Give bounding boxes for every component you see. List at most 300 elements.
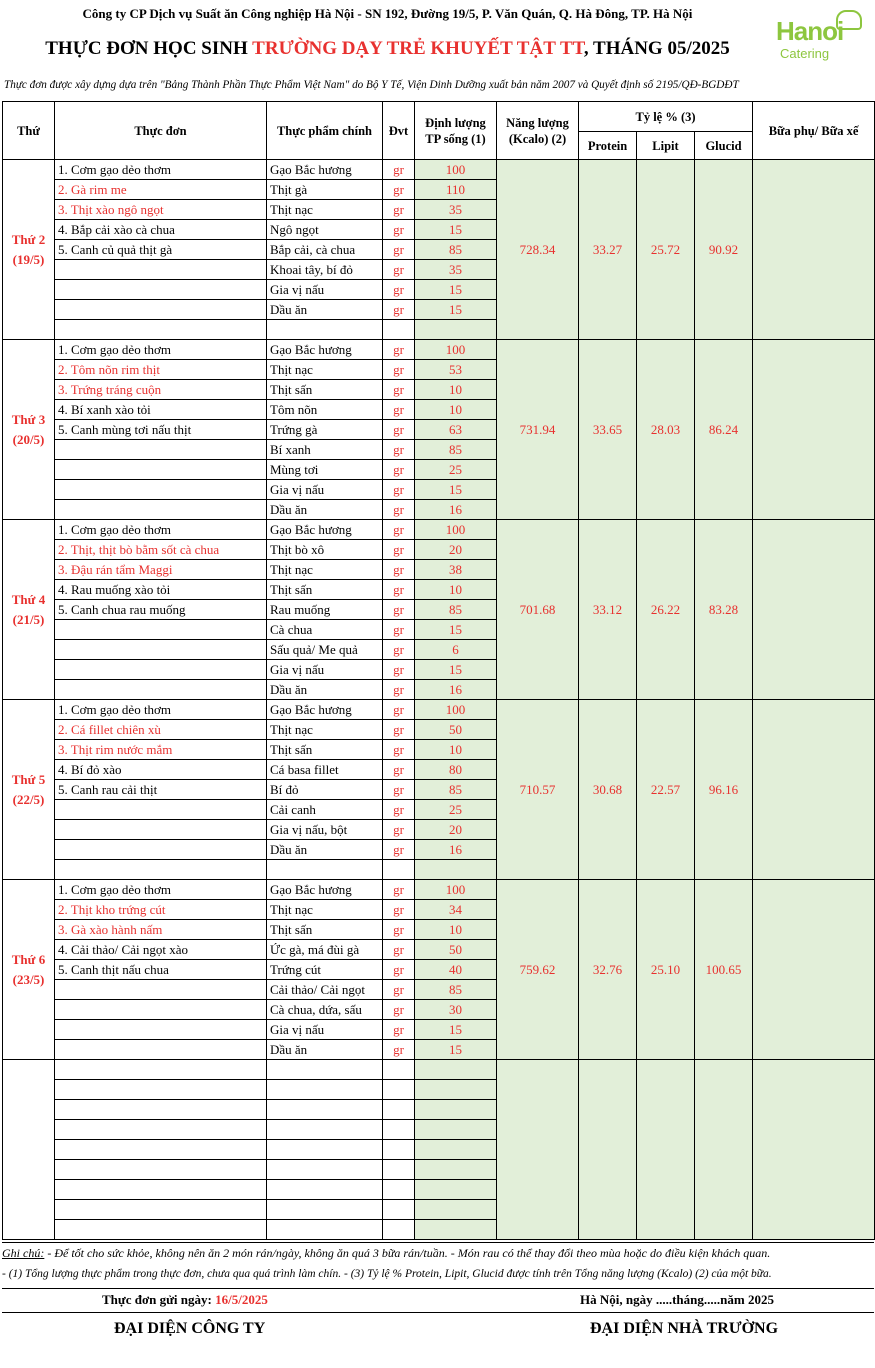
lipit-cell: 25.10 (637, 880, 695, 1060)
dish-cell: 5. Canh chua rau muống (55, 600, 267, 620)
qty-cell: 16 (415, 680, 497, 700)
dish-cell: 2. Gà rim me (55, 180, 267, 200)
food-cell: Dầu ăn (267, 840, 383, 860)
energy-cell: 759.62 (497, 880, 579, 1060)
empty-cell (415, 1220, 497, 1240)
empty-cell (267, 1220, 383, 1240)
snack-cell (753, 340, 875, 520)
qty-cell: 10 (415, 580, 497, 600)
title-school: TRƯỜNG DẠY TRẺ KHUYẾT TẬT TT (252, 38, 584, 59)
dish-cell (55, 980, 267, 1000)
dish-cell: 1. Cơm gạo dẻo thơm (55, 340, 267, 360)
qty-cell: 85 (415, 240, 497, 260)
empty-cell (267, 1120, 383, 1140)
dish-cell: 4. Bắp cải xào cà chua (55, 220, 267, 240)
food-cell (267, 320, 383, 340)
footer-note-2: - (1) Tổng lượng thực phẩm trong thực đơn, chưa qua quá trình làm chín. - (3) Tỷ lệ % Protein, Lipit, Glucid được tính trên Tổng năng lượng (Kcalo) (2) của một bữa. (2, 1268, 772, 1280)
dish-cell: 1. Cơm gạo dẻo thơm (55, 700, 267, 720)
qty-cell: 35 (415, 200, 497, 220)
empty-cell (415, 1060, 497, 1080)
dish-cell: 5. Canh rau cải thịt (55, 780, 267, 800)
unit-cell: gr (383, 640, 415, 660)
empty-cell (55, 1060, 267, 1080)
unit-cell: gr (383, 960, 415, 980)
rep-company: ĐẠI DIỆN CÔNG TY (114, 1320, 266, 1337)
qty-cell: 53 (415, 360, 497, 380)
lipit-cell: 25.72 (637, 160, 695, 340)
protein-cell: 30.68 (579, 700, 637, 880)
unit-cell: gr (383, 1000, 415, 1020)
food-cell: Gia vị nấu (267, 1020, 383, 1040)
unit-cell: gr (383, 420, 415, 440)
title-prefix: THỰC ĐƠN HỌC SINH (45, 38, 253, 59)
food-cell: Dầu ăn (267, 500, 383, 520)
food-cell: Cà chua, dứa, sấu (267, 1000, 383, 1020)
qty-cell: 100 (415, 520, 497, 540)
food-cell: Cải thảo/ Cải ngọt (267, 980, 383, 1000)
qty-cell: 35 (415, 260, 497, 280)
unit-cell: gr (383, 340, 415, 360)
unit-cell: gr (383, 580, 415, 600)
dish-cell: 2. Tôm nõn rim thịt (55, 360, 267, 380)
food-cell: Tôm nõn (267, 400, 383, 420)
empty-cell (383, 1200, 415, 1220)
food-cell: Thịt bò xô (267, 540, 383, 560)
food-cell: Ức gà, má đùi gà (267, 940, 383, 960)
table-row (3, 880, 875, 900)
unit-cell: gr (383, 620, 415, 640)
empty-cell (55, 1220, 267, 1240)
unit-cell: gr (383, 460, 415, 480)
page-title (0, 38, 775, 60)
empty-cell (383, 1160, 415, 1180)
unit-cell: gr (383, 560, 415, 580)
unit-cell: gr (383, 240, 415, 260)
unit-cell: gr (383, 760, 415, 780)
empty-cell (415, 1180, 497, 1200)
qty-cell: 100 (415, 340, 497, 360)
hanoi-catering-logo (768, 6, 872, 68)
day-date: (21/5) (12, 611, 45, 627)
empty-cell (55, 1100, 267, 1120)
empty-cell (267, 1160, 383, 1180)
day-label: Thứ 3 (11, 411, 46, 427)
protein-cell: 32.76 (579, 880, 637, 1060)
food-cell: Gạo Bắc hương (267, 700, 383, 720)
qty-cell: 10 (415, 400, 497, 420)
qty-cell: 16 (415, 500, 497, 520)
qty-cell: 38 (415, 560, 497, 580)
qty-cell: 20 (415, 540, 497, 560)
food-cell: Thịt gà (267, 180, 383, 200)
qty-cell: 15 (415, 480, 497, 500)
empty-cell (267, 1100, 383, 1120)
dish-cell: 2. Thịt, thịt bò bằm sốt cà chua (55, 540, 267, 560)
qty-cell: 10 (415, 380, 497, 400)
col-thu: Thứ (3, 102, 55, 160)
footer-note-1 (2, 1246, 874, 1261)
qty-cell: 25 (415, 460, 497, 480)
day-date: (23/5) (12, 971, 45, 987)
dish-cell (55, 280, 267, 300)
day-label: Thứ 5 (11, 771, 46, 787)
unit-cell: gr (383, 400, 415, 420)
food-cell: Ngô ngọt (267, 220, 383, 240)
energy-cell: 710.57 (497, 700, 579, 880)
qty-cell: 10 (415, 740, 497, 760)
unit-cell: gr (383, 180, 415, 200)
dish-cell: 4. Bí đỏ xào (55, 760, 267, 780)
qty-cell: 16 (415, 840, 497, 860)
empty-cell (415, 1080, 497, 1100)
empty-cell (383, 1180, 415, 1200)
empty-cell (383, 1100, 415, 1120)
unit-cell: gr (383, 700, 415, 720)
unit-cell: gr (383, 280, 415, 300)
empty-cell (55, 1180, 267, 1200)
table-row (3, 520, 875, 540)
unit-cell: gr (383, 780, 415, 800)
unit-cell: gr (383, 500, 415, 520)
empty-cell (383, 1140, 415, 1160)
empty-cell (415, 1160, 497, 1180)
dish-cell: 5. Canh thịt nấu chua (55, 960, 267, 980)
dish-cell (55, 300, 267, 320)
qty-cell: 20 (415, 820, 497, 840)
qty-cell: 100 (415, 700, 497, 720)
dish-cell (55, 620, 267, 640)
sent-line (102, 1292, 268, 1308)
food-cell: Cá basa fillet (267, 760, 383, 780)
day-cell (3, 160, 55, 340)
empty-cell (637, 1060, 695, 1240)
unit-cell: gr (383, 1020, 415, 1040)
food-cell: Rau muống (267, 600, 383, 620)
col-ty-le: Tỷ lệ % (3) (579, 102, 753, 132)
unit-cell: gr (383, 980, 415, 1000)
empty-cell (383, 1120, 415, 1140)
note-text-1: - Để tốt cho sức khỏe, không nên ăn 2 món rán/ngày, không ăn quá 3 bữa rán/tuần. - Món rau có thể thay đổi theo mùa hoặc do điều kiện khách quan. (44, 1246, 771, 1260)
dish-cell: 5. Canh mùng tơi nấu thịt (55, 420, 267, 440)
unit-cell: gr (383, 540, 415, 560)
food-cell: Gạo Bắc hương (267, 160, 383, 180)
col-thuc-pham: Thực phẩm chính (267, 102, 383, 160)
snack-cell (753, 160, 875, 340)
protein-cell: 33.27 (579, 160, 637, 340)
unit-cell: gr (383, 440, 415, 460)
day-cell (3, 880, 55, 1060)
food-cell: Dầu ăn (267, 300, 383, 320)
dish-cell: 3. Gà xào hành nấm (55, 920, 267, 940)
qty-cell: 25 (415, 800, 497, 820)
col-glucid: Glucid (695, 132, 753, 160)
food-cell: Gia vị nấu (267, 480, 383, 500)
protein-cell: 33.12 (579, 520, 637, 700)
lipit-cell: 28.03 (637, 340, 695, 520)
qty-cell: 6 (415, 640, 497, 660)
unit-cell: gr (383, 840, 415, 860)
dish-cell (55, 1000, 267, 1020)
unit-cell (383, 860, 415, 880)
dish-cell: 2. Cá fillet chiên xù (55, 720, 267, 740)
dish-cell: 1. Cơm gạo dẻo thơm (55, 880, 267, 900)
sent-label: Thực đơn gửi ngày: (102, 1292, 216, 1307)
col-nang-luong: Năng lượng (Kcalo) (2) (497, 102, 579, 160)
dish-cell: 5. Canh củ quả thịt gà (55, 240, 267, 260)
dish-cell: 2. Thịt kho trứng cút (55, 900, 267, 920)
unit-cell: gr (383, 220, 415, 240)
empty-cell (415, 1140, 497, 1160)
food-cell: Cà chua (267, 620, 383, 640)
empty-cell (267, 1180, 383, 1200)
food-cell: Bí đỏ (267, 780, 383, 800)
qty-cell: 63 (415, 420, 497, 440)
col-dvt: Đvt (383, 102, 415, 160)
qty-cell: 15 (415, 280, 497, 300)
food-cell: Cải canh (267, 800, 383, 820)
empty-cell (267, 1200, 383, 1220)
company-header: Công ty CP Dịch vụ Suất ăn Công nghiệp Hà Nội - SN 192, Đường 19/5, P. Văn Quán, Q. Hà Đông, TP. Hà Nội (82, 6, 693, 21)
dish-cell (55, 860, 267, 880)
qty-cell: 30 (415, 1000, 497, 1020)
unit-cell: gr (383, 920, 415, 940)
energy-cell: 701.68 (497, 520, 579, 700)
qty-cell (415, 860, 497, 880)
dish-cell: 4. Cải thảo/ Cải ngọt xào (55, 940, 267, 960)
food-cell: Gạo Bắc hương (267, 340, 383, 360)
unit-cell: gr (383, 520, 415, 540)
food-cell: Thịt nạc (267, 360, 383, 380)
menu-body (3, 160, 875, 1240)
dish-cell (55, 680, 267, 700)
qty-cell: 15 (415, 1040, 497, 1060)
empty-cell (267, 1080, 383, 1100)
day-label: Thứ 2 (11, 231, 46, 247)
food-cell: Thịt nạc (267, 560, 383, 580)
unit-cell: gr (383, 680, 415, 700)
unit-cell: gr (383, 660, 415, 680)
dish-cell: 1. Cơm gạo dẻo thơm (55, 160, 267, 180)
unit-cell: gr (383, 300, 415, 320)
empty-cell (383, 1080, 415, 1100)
dish-cell: 1. Cơm gạo dẻo thơm (55, 520, 267, 540)
dish-cell (55, 320, 267, 340)
unit-cell: gr (383, 900, 415, 920)
unit-cell: gr (383, 160, 415, 180)
dish-cell (55, 840, 267, 860)
qty-cell: 15 (415, 1020, 497, 1040)
place-date: Hà Nội, ngày .....tháng.....năm 2025 (580, 1292, 774, 1307)
food-cell: Dầu ăn (267, 1040, 383, 1060)
col-bua-phu: Bữa phụ/ Bữa xế (753, 102, 875, 160)
unit-cell: gr (383, 200, 415, 220)
dish-cell (55, 440, 267, 460)
food-cell: Thịt sấn (267, 740, 383, 760)
dish-cell: 4. Rau muống xào tỏi (55, 580, 267, 600)
energy-cell: 728.34 (497, 160, 579, 340)
qty-cell: 34 (415, 900, 497, 920)
dish-cell (55, 640, 267, 660)
rep-school: ĐẠI DIỆN NHÀ TRƯỜNG (590, 1320, 779, 1337)
qty-cell: 50 (415, 720, 497, 740)
qty-cell: 100 (415, 160, 497, 180)
qty-cell: 85 (415, 440, 497, 460)
dish-cell: 3. Trứng tráng cuộn (55, 380, 267, 400)
unit-cell: gr (383, 480, 415, 500)
qty-cell: 40 (415, 960, 497, 980)
day-label: Thứ 6 (11, 951, 46, 967)
title-suffix: , THÁNG 05/2025 (583, 38, 730, 59)
dish-cell: 4. Bí xanh xào tỏi (55, 400, 267, 420)
food-cell: Dầu ăn (267, 680, 383, 700)
qty-cell: 15 (415, 220, 497, 240)
glucid-cell: 90.92 (695, 160, 753, 340)
unit-cell (383, 320, 415, 340)
food-cell: Gạo Bắc hương (267, 880, 383, 900)
menu-table (2, 101, 875, 1240)
dish-cell: 3. Thịt rim nước mắm (55, 740, 267, 760)
snack-cell (753, 700, 875, 880)
logo-subtext: Catering (780, 46, 830, 61)
qty-cell: 110 (415, 180, 497, 200)
food-cell: Thịt nạc (267, 900, 383, 920)
day-cell (3, 520, 55, 700)
unit-cell: gr (383, 740, 415, 760)
day-label: Thứ 4 (11, 591, 46, 607)
empty-cell (415, 1120, 497, 1140)
dish-cell (55, 660, 267, 680)
snack-cell (753, 520, 875, 700)
table-row (3, 340, 875, 360)
lipit-cell: 26.22 (637, 520, 695, 700)
food-cell: Thịt sấn (267, 580, 383, 600)
empty-cell (695, 1060, 753, 1240)
dish-cell (55, 480, 267, 500)
unit-cell: gr (383, 260, 415, 280)
food-cell: Trứng cút (267, 960, 383, 980)
glucid-cell: 100.65 (695, 880, 753, 1060)
food-cell: Thịt sấn (267, 920, 383, 940)
dish-cell: 3. Đậu rán tẩm Maggi (55, 560, 267, 580)
empty-cell (55, 1160, 267, 1180)
glucid-cell: 86.24 (695, 340, 753, 520)
glucid-cell: 96.16 (695, 700, 753, 880)
unit-cell: gr (383, 360, 415, 380)
logo-text: Hanoi (776, 16, 844, 46)
day-cell (3, 700, 55, 880)
dish-cell: 3. Thịt xào ngô ngọt (55, 200, 267, 220)
energy-cell: 731.94 (497, 340, 579, 520)
food-cell: Thịt nạc (267, 720, 383, 740)
unit-cell: gr (383, 380, 415, 400)
day-date: (19/5) (12, 251, 45, 267)
food-cell: Thịt nạc (267, 200, 383, 220)
empty-cell (497, 1060, 579, 1240)
qty-cell (415, 320, 497, 340)
empty-cell (753, 1060, 875, 1240)
empty-cell (55, 1200, 267, 1220)
lipit-cell: 22.57 (637, 700, 695, 880)
snack-cell (753, 880, 875, 1060)
empty-cell (579, 1060, 637, 1240)
table-row (3, 700, 875, 720)
empty-cell (383, 1220, 415, 1240)
col-thuc-don: Thực đơn (55, 102, 267, 160)
source-note: Thực đơn được xây dựng dựa trên "Bảng Thành Phần Thực Phẩm Việt Nam" do Bộ Y Tế, Viện Dinh Dưỡng xuất bản năm 2007 và Quyết định số 2195/QĐ-BGDĐT (4, 79, 739, 91)
food-cell: Mùng tơi (267, 460, 383, 480)
food-cell: Trứng gà (267, 420, 383, 440)
empty-cell (55, 1140, 267, 1160)
empty-row (3, 1060, 875, 1080)
food-cell: Gia vị nấu, bột (267, 820, 383, 840)
food-cell: Gia vị nấu (267, 280, 383, 300)
dish-cell (55, 1020, 267, 1040)
dish-cell (55, 500, 267, 520)
food-cell: Khoai tây, bí đỏ (267, 260, 383, 280)
food-cell: Bắp cải, cà chua (267, 240, 383, 260)
dish-cell (55, 260, 267, 280)
qty-cell: 85 (415, 780, 497, 800)
col-protein: Protein (579, 132, 637, 160)
qty-cell: 80 (415, 760, 497, 780)
food-cell (267, 860, 383, 880)
sent-date: 16/5/2025 (215, 1292, 268, 1307)
unit-cell: gr (383, 720, 415, 740)
empty-cell (55, 1120, 267, 1140)
unit-cell: gr (383, 820, 415, 840)
glucid-cell: 83.28 (695, 520, 753, 700)
dish-cell (55, 800, 267, 820)
dish-cell (55, 460, 267, 480)
note-label: Ghi chú: (2, 1246, 45, 1260)
table-row (3, 160, 875, 180)
food-cell: Gạo Bắc hương (267, 520, 383, 540)
qty-cell: 100 (415, 880, 497, 900)
unit-cell: gr (383, 940, 415, 960)
food-cell: Sấu quả/ Me quả (267, 640, 383, 660)
day-date: (20/5) (12, 431, 45, 447)
qty-cell: 85 (415, 980, 497, 1000)
unit-cell: gr (383, 1040, 415, 1060)
col-lipit: Lipit (637, 132, 695, 160)
day-date: (22/5) (12, 791, 45, 807)
qty-cell: 10 (415, 920, 497, 940)
empty-cell (3, 1060, 55, 1240)
food-cell: Gia vị nấu (267, 660, 383, 680)
empty-cell (415, 1100, 497, 1120)
food-cell: Thịt sấn (267, 380, 383, 400)
qty-cell: 15 (415, 620, 497, 640)
dish-cell (55, 1040, 267, 1060)
protein-cell: 33.65 (579, 340, 637, 520)
empty-cell (415, 1200, 497, 1220)
empty-cell (55, 1080, 267, 1100)
qty-cell: 50 (415, 940, 497, 960)
food-cell: Bí xanh (267, 440, 383, 460)
empty-cell (267, 1140, 383, 1160)
qty-cell: 85 (415, 600, 497, 620)
empty-cell (267, 1060, 383, 1080)
unit-cell: gr (383, 600, 415, 620)
col-dinh-luong: Định lượng TP sống (1) (415, 102, 497, 160)
unit-cell: gr (383, 800, 415, 820)
empty-cell (383, 1060, 415, 1080)
dish-cell (55, 820, 267, 840)
qty-cell: 15 (415, 300, 497, 320)
unit-cell: gr (383, 880, 415, 900)
qty-cell: 15 (415, 660, 497, 680)
day-cell (3, 340, 55, 520)
